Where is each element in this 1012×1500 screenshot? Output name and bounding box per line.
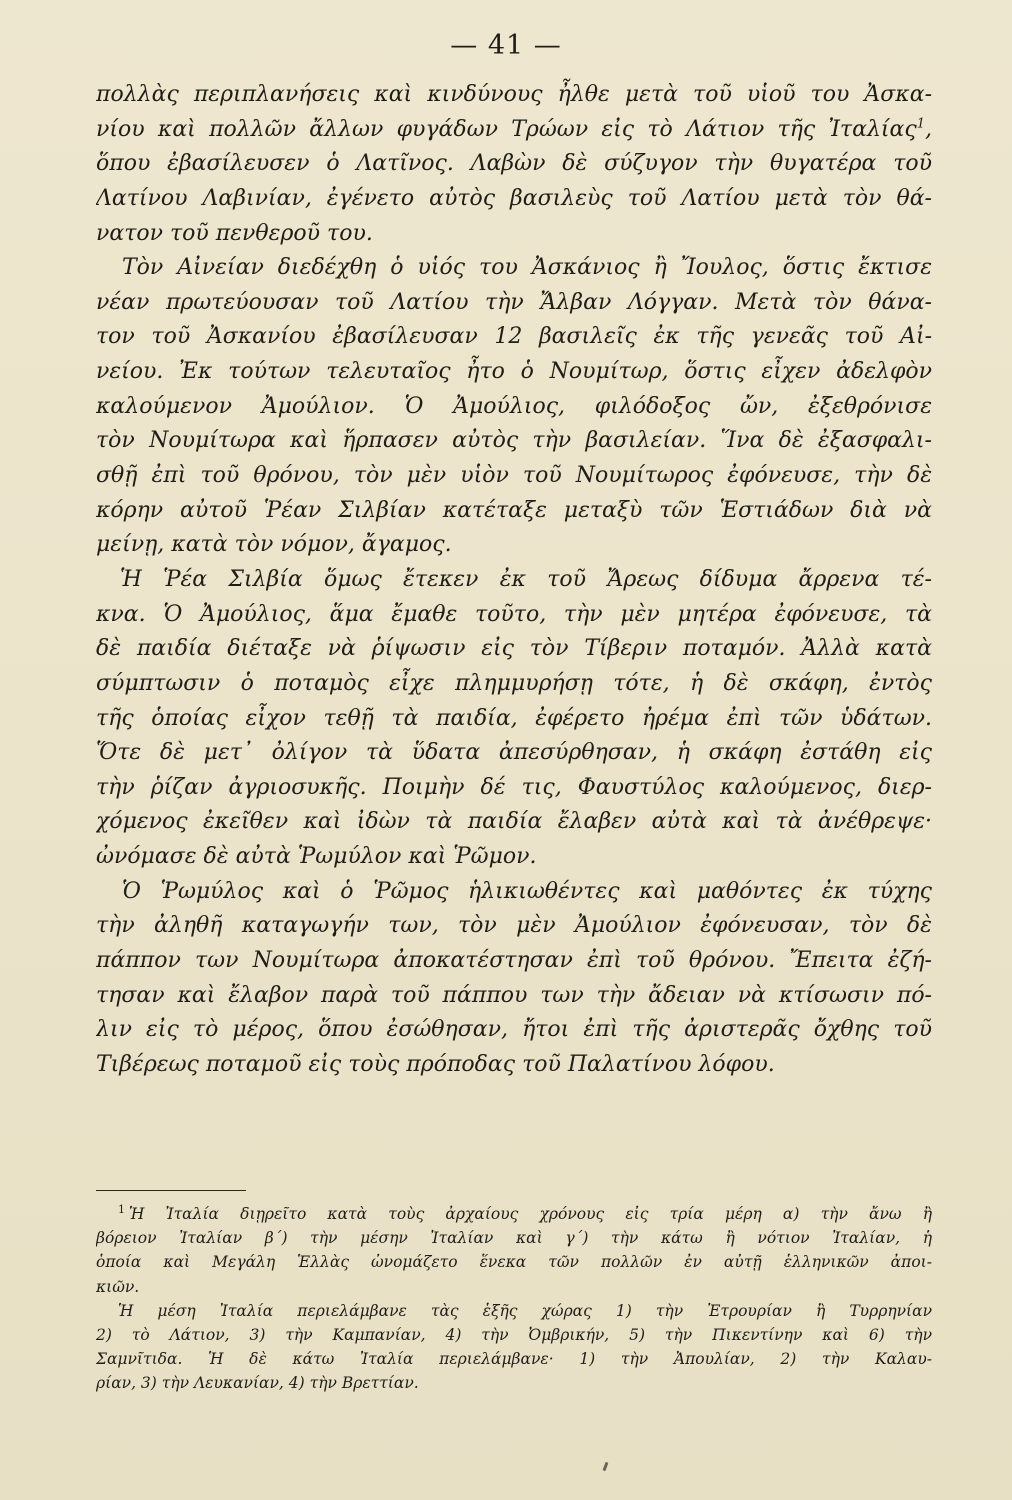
- text-line: Ὁ Ῥωμύλος καὶ ὁ Ῥῶμος ἡλικιωθέντες καὶ μαθόντες ἐκ τύχης: [122, 878, 932, 904]
- text-line: τὴν ἀληθῆ καταγωγήν των, τὸν μὲν Ἀμούλιον ἐφόνευσαν, τὸν δὲ: [96, 913, 932, 939]
- text-line: καλούμενον Ἀμούλιον. Ὁ Ἀμούλιος, φιλόδοξος ὤν, ἐξεθρόνισε: [96, 393, 932, 419]
- text-line: νέαν πρωτεύουσαν τοῦ Λατίου τὴν Ἄλβαν Λόγγαν. Μετὰ τὸν θάνα-: [96, 289, 932, 315]
- text-line: ὅπου ἐβασίλευσεν ὁ Λατῖνος. Λαβὼν δὲ σύζυγον τὴν θυγατέρα τοῦ: [96, 151, 932, 177]
- text-line-with-footnote: [96, 113, 932, 148]
- footnote-line: [96, 1202, 932, 1226]
- footnote-reference: 1: [916, 116, 925, 132]
- text-line: τῆς ὁποίας εἶχον τεθῇ τὰ παιδία, ἐφέρετο ἠρέμα ἐπὶ τῶν ὑδάτων.: [96, 705, 932, 731]
- footnote-line: Ἡ μέση Ἰταλία περιελάμβανε τὰς ἑξῆς χώρας 1) τὴν Ἐτρουρίαν ἢ Τυρρηνίαν: [118, 1301, 932, 1320]
- text-line: νείου. Ἐκ τούτων τελευταῖος ἦτο ὁ Νουμίτωρ, ὅστις εἶχεν ἀδελφὸν: [96, 359, 932, 385]
- text-line: νατον τοῦ πενθεροῦ του.: [96, 220, 373, 246]
- text-line: Τὸν Αἰνείαν διεδέχθη ὁ υἱός του Ἀσκάνιος ἢ Ἴουλος, ὅστις ἔκτισε: [122, 255, 932, 281]
- text-line: χόμενος ἐκεῖθεν καὶ ἰδὼν τὰ παιδία ἔλαβεν αὐτὰ καὶ τὰ ἀνέθρεψε·: [96, 809, 932, 835]
- text-line: σύμπτωσιν ὁ ποταμὸς εἶχε πλημμυρήσῃ τότε, ἡ δὲ σκάφη, ἐντὸς: [96, 670, 932, 696]
- text-line: λιν εἰς τὸ μέρος, ὅπου ἐσώθησαν, ἤτοι ἐπὶ τῆς ἀριστερᾶς ὄχθης τοῦ: [96, 1017, 932, 1043]
- text-line-end: ,: [925, 116, 932, 142]
- footnote-separator: [96, 1190, 246, 1191]
- text-line: τὸν Νουμίτωρα καὶ ἥρπασεν αὐτὸς τὴν βασιλείαν. Ἵνα δὲ ἐξασφαλι-: [96, 428, 932, 454]
- text-line: τησαν καὶ ἔλαβον παρὰ τοῦ πάππου των τὴν ἄδειαν νὰ κτίσωσιν πό-: [96, 982, 932, 1008]
- text-line: πάππον των Νουμίτωρα ἀποκατέστησαν ἐπὶ τοῦ θρόνου. Ἔπειτα ἐζή-: [96, 948, 932, 974]
- ink-speck: [603, 1462, 609, 1471]
- text-line: τὴν ῥίζαν ἀγριοσυκῆς. Ποιμὴν δέ τις, Φαυστύλος καλούμενος, διερ-: [96, 774, 932, 800]
- text-line: σθῇ ἐπὶ τοῦ θρόνου, τὸν μὲν υἱὸν τοῦ Νουμίτωρος ἐφόνευσε, τὴν δὲ: [96, 463, 932, 489]
- text-line: κόρην αὐτοῦ Ῥέαν Σιλβίαν κατέταξε μεταξὺ τῶν Ἑστιάδων διὰ νὰ: [96, 497, 932, 523]
- main-text: [96, 78, 932, 1083]
- text-line: πολλὰς περιπλανήσεις καὶ κινδύνους ἦλθε μετὰ τοῦ υἱοῦ του Ἀσκα-: [96, 82, 932, 107]
- text-line-content: νίου καὶ πολλῶν ἄλλων φυγάδων Τρώων εἰς τὸ Λάτιον τῆς Ἰταλίας: [96, 116, 917, 142]
- text-line: μείνῃ, κατὰ τὸν νόμον, ἄγαμος.: [96, 532, 452, 558]
- footnote-line: 2) τὸ Λάτιον, 3) τὴν Καμπανίαν, 4) τὴν Ὀμβρικήν, 5) τὴν Πικεντίνην καὶ 6) τὴν: [96, 1325, 932, 1344]
- footnotes: [96, 1202, 932, 1396]
- footnote-number: 1: [118, 1202, 125, 1216]
- text-line: Ἡ Ῥέα Σιλβία ὅμως ἔτεκεν ἐκ τοῦ Ἄρεως δίδυμα ἄρρενα τέ-: [120, 566, 932, 592]
- page-number: — 41 —: [450, 30, 562, 61]
- footnote-line: ρίαν, 3) τὴν Λευκανίαν, 4) τὴν Βρεττίαν.: [96, 1374, 419, 1393]
- text-line: κνα. Ὁ Ἀμούλιος, ἅμα ἔμαθε τοῦτο, τὴν μὲν μητέρα ἐφόνευσε, τὰ: [96, 601, 932, 627]
- text-line: ὠνόμασε δὲ αὐτὰ Ῥωμύλον καὶ Ῥῶμον.: [96, 844, 537, 870]
- text-line: τον τοῦ Ἀσκανίου ἐβασίλευσαν 12 βασιλεῖς ἐκ τῆς γενεᾶς τοῦ Αἰ-: [96, 324, 932, 350]
- footnote-line: βόρειον Ἰταλίαν β΄) τὴν μέσην Ἰταλίαν καὶ γ΄) τὴν κάτω ἢ νότιον Ἰταλίαν, ἡ: [96, 1229, 932, 1248]
- footnote-line: Σαμνῖτιδα. Ἡ δὲ κάτω Ἰταλία περιελάμβανε· 1) τὴν Ἀπουλίαν, 2) τὴν Καλαυ-: [96, 1350, 932, 1369]
- text-line: δὲ παιδία διέταξε νὰ ῥίψωσιν εἰς τὸν Τίβεριν ποταμόν. Ἀλλὰ κατὰ: [96, 636, 932, 662]
- text-line: Λατίνου Λαβινίαν, ἐγένετο αὐτὸς βασιλεὺς τοῦ Λατίου μετὰ τὸν θά-: [96, 185, 932, 211]
- text-line: Ὅτε δὲ μετ᾽ ὀλίγον τὰ ὕδατα ἀπεσύρθησαν, ἡ σκάφη ἐστάθη εἰς: [96, 740, 932, 766]
- text-line: Τιβέρεως ποταμοῦ εἰς τοὺς πρόποδας τοῦ Παλατίνου λόφου.: [96, 1051, 775, 1077]
- footnote-line-content: Ἡ Ἰταλία διῃρεῖτο κατὰ τοὺς ἀρχαίους χρόνους εἰς τρία μέρη α) τὴν ἄνω ἢ: [129, 1205, 932, 1223]
- footnote-line: κιῶν.: [96, 1277, 140, 1296]
- footnote-line: ὁποία καὶ Μεγάλη Ἑλλὰς ὠνομάζετο ἕνεκα τῶν πολλῶν ἐν αὐτῇ ἑλληνικῶν ἀποι-: [96, 1253, 932, 1272]
